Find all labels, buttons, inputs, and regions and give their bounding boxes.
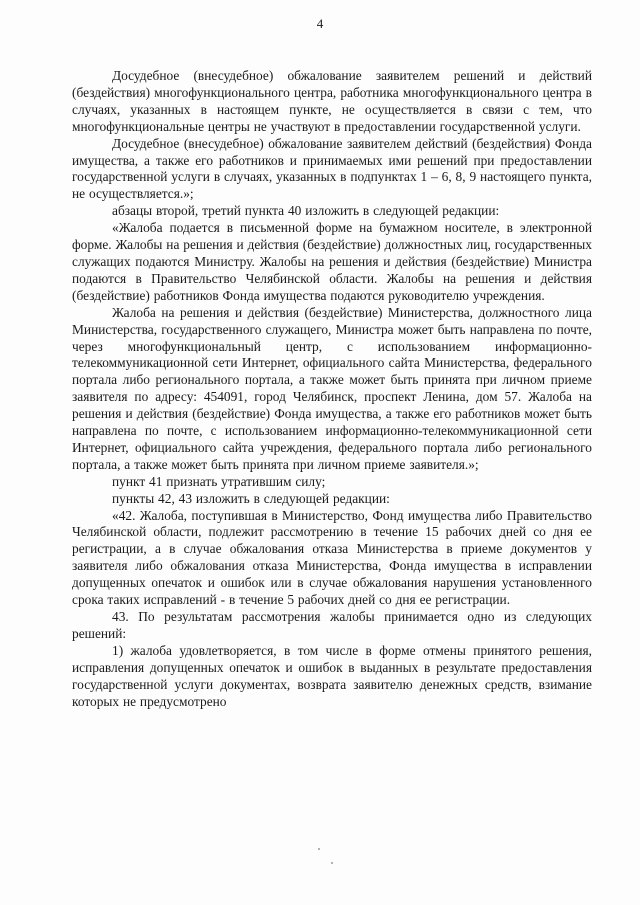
paragraph-clause-43: 43. По результатам рассмотрения жалобы принимается одно из следующих решений: [72, 609, 592, 641]
paragraph-clause-41-repealed: пункт 41 признать утратившим силу; [112, 473, 326, 489]
paragraph-fund-appeal-not-applicable: Досудебное (внесудебное) обжалование заявителем действий (бездействия) Фонда имущества, а также его работников и принимаемых ими решений при предоставлении государственной услуги в случаях, указанных в подпунктах 1 – 6, 8, 9 настоящего пункта, не осуществляется.»; [72, 135, 592, 202]
page-number: 4 [316, 16, 324, 31]
paragraph-clause-42: «42. Жалоба, поступившая в Министерство, Фонд имущества либо Правительство Челябинской области, подлежит рассмотрению в течение 15 рабочих дней со дня ее регистрации, а в случае обжалования отказа Министерства в приеме документов у заявителя либо обжалования отказа Министерства, Фонда имущества в исправлении допущенных опечаток и ошибок или в случае обжалования нарушения установленного срока таких исправлений - в течение 5 рабочих дней со дня ее регистрации. [72, 507, 592, 608]
paragraph-complaint-form: «Жалоба подается в письменной форме на бумажном носителе, в электронной форме. Жалобы на решения и действия (бездействие) должностных лиц, государственных служащих подаются Министру. Жалобы на решения и действия (бездействие) Министра подаются в Правительство Челябинской области. Жалобы на решения и действия (бездействие) работников Фонда имущества подаются руководителю учреждения. [72, 220, 592, 303]
paragraph-mfc-appeal-not-applicable: Досудебное (внесудебное) обжалование заявителем решений и действий (бездействия) многофункционального центра, работника многофункционального центра в случаях, указанных в настоящем пункте, не осуществляется в связи с тем, что многофункциональные центры не участвуют в предоставлении государственной услуги. [72, 68, 592, 134]
scan-speck [331, 862, 333, 864]
document-body [72, 68, 592, 710]
scan-speck [318, 848, 320, 850]
paragraph-amend-clause-40: абзацы второй, третий пункта 40 изложить в следующей редакции: [112, 203, 500, 219]
paragraph-decision-1: 1) жалоба удовлетворяется, в том числе в форме отмены принятого решения, исправления допущенных опечаток и ошибок в выданных в результате предоставления государственной услуги документах, возврата заявителю денежных средств, взимание которых не предусмотрено [72, 642, 592, 709]
paragraph-amend-clauses-42-43: пункты 42, 43 изложить в следующей редакции: [112, 490, 390, 506]
paragraph-complaint-delivery: Жалоба на решения и действия (бездействие) Министерства, должностного лица Министерства, государственного служащего, Министра может быть направлена по почте, через многофункциональный центр, с использованием информационно-телекоммуникационной сети Интернет, официального сайта Министерства, федерального портала либо регионального портала, а также может быть принята при личном приеме заявителя по адресу: 454091, город Челябинск, проспект Ленина, дом 57. Жалоба на решения и действия (бездействие) Фонда имущества, а также его работников может быть направлена по почте, с использованием информационно-телекоммуникационной сети Интернет, официального сайта учреждения, федерального портала либо регионального портала, а также может быть принята при личном приеме заявителя.»; [72, 304, 592, 472]
